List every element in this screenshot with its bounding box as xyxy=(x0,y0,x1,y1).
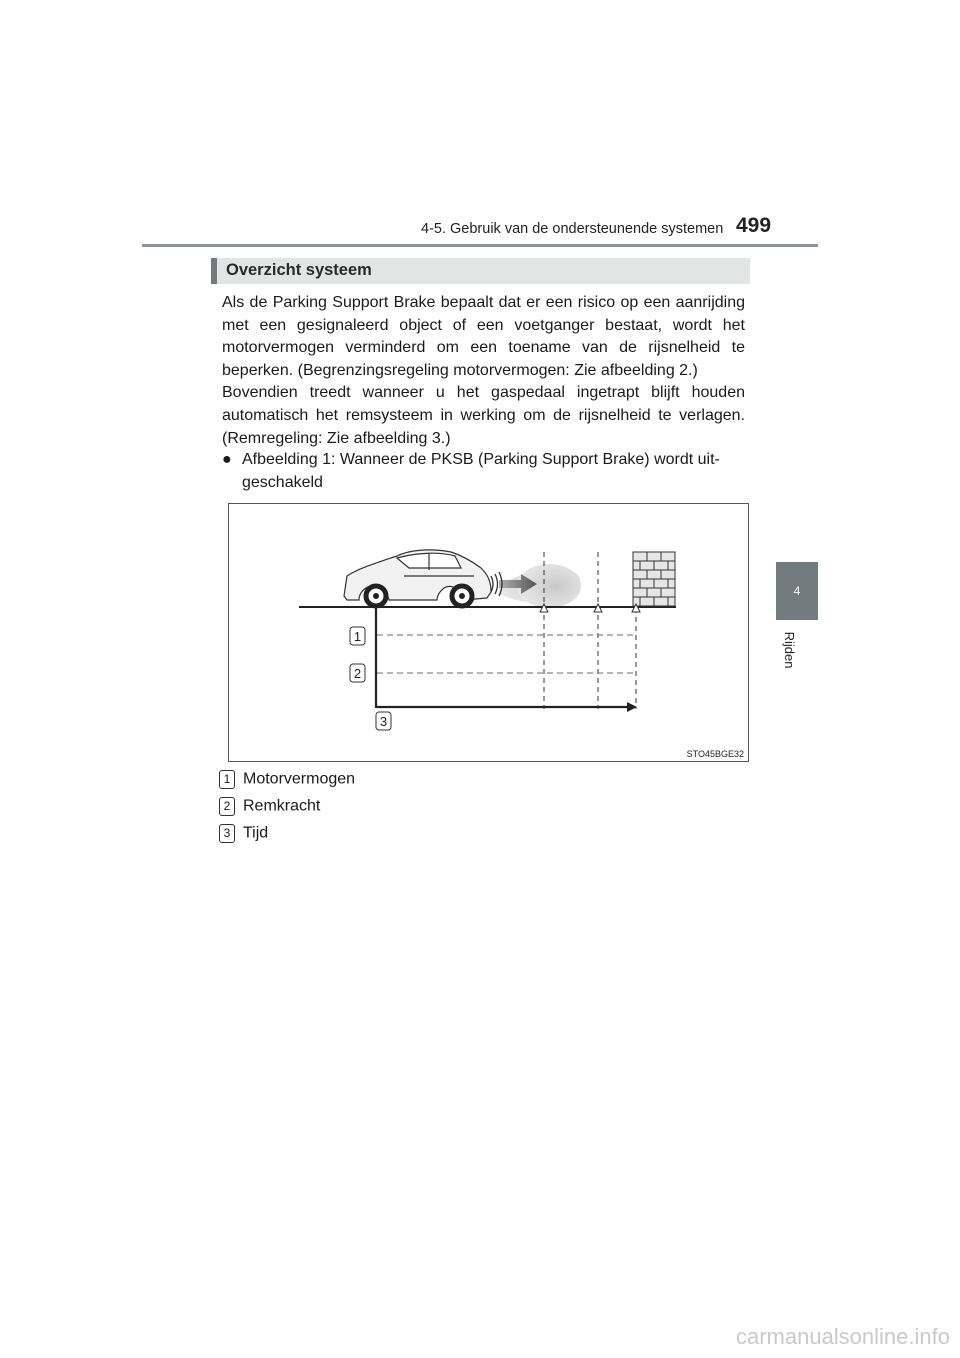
section-heading-bar xyxy=(211,258,750,284)
wheel-icon xyxy=(366,586,386,606)
legend-number: 1 xyxy=(219,770,235,789)
diagram-illustration xyxy=(229,504,750,763)
callout-number: 3 xyxy=(379,714,388,729)
chapter-tab xyxy=(776,562,818,620)
legend-number: 3 xyxy=(219,824,235,843)
chapter-label: Rijden xyxy=(782,631,797,669)
callout-3 xyxy=(376,712,391,730)
legend-label: Tijd xyxy=(243,824,269,842)
header-section-title: 4-5. Gebruik van de ondersteunende systemen xyxy=(421,221,724,237)
legend-label: Motorvermogen xyxy=(243,770,356,788)
paragraph: Bovendien treedt wanneer u het gaspedaal ingetrapt blijft houden automatisch het remsysteem in werking om de rijsnelheid te verlagen. (Remregeling: Zie afbeelding 3.) xyxy=(222,384,745,447)
legend-item xyxy=(219,797,320,816)
brick-wall-icon xyxy=(633,552,675,606)
wheel-icon xyxy=(452,586,472,606)
header-divider xyxy=(142,244,818,247)
page-number: 499 xyxy=(736,214,772,237)
legend-label: Remkracht xyxy=(243,797,321,815)
legend-item xyxy=(219,770,355,789)
level-lines xyxy=(377,635,636,673)
bullet-dot: ● xyxy=(222,451,232,468)
callout-number: 2 xyxy=(353,666,362,681)
legend-item xyxy=(219,824,268,843)
paragraph: Als de Parking Support Brake bepaalt dat er een risico op een aanrijding met een gesignaleerd object of een voetganger bestaat, wordt het motorvermogen verminderd om een toename van de rijsnelheid te beperken. (Begrenzingsregeling motorvermogen: Zie afbeelding 2.) xyxy=(222,294,745,379)
section-heading: Overzicht systeem xyxy=(226,261,372,279)
callout-1 xyxy=(350,627,365,645)
callout-number: 1 xyxy=(353,629,362,644)
bullet-text: Afbeelding 1: Wanneer de PKSB (Parking Support Brake) wordt uitgeschakeld xyxy=(242,451,720,491)
callout-2 xyxy=(350,664,365,682)
chapter-number: 4 xyxy=(793,584,801,598)
watermark: carmanualsonline.info xyxy=(735,1324,950,1349)
section-heading-accent xyxy=(211,258,217,284)
figure-code: STO45BGE32 xyxy=(686,749,744,759)
body-text xyxy=(222,292,745,450)
figure-pksb-diagram xyxy=(228,503,749,762)
bullet-item xyxy=(222,449,745,494)
time-axis-arrowhead xyxy=(627,702,637,712)
legend-number: 2 xyxy=(219,797,235,816)
